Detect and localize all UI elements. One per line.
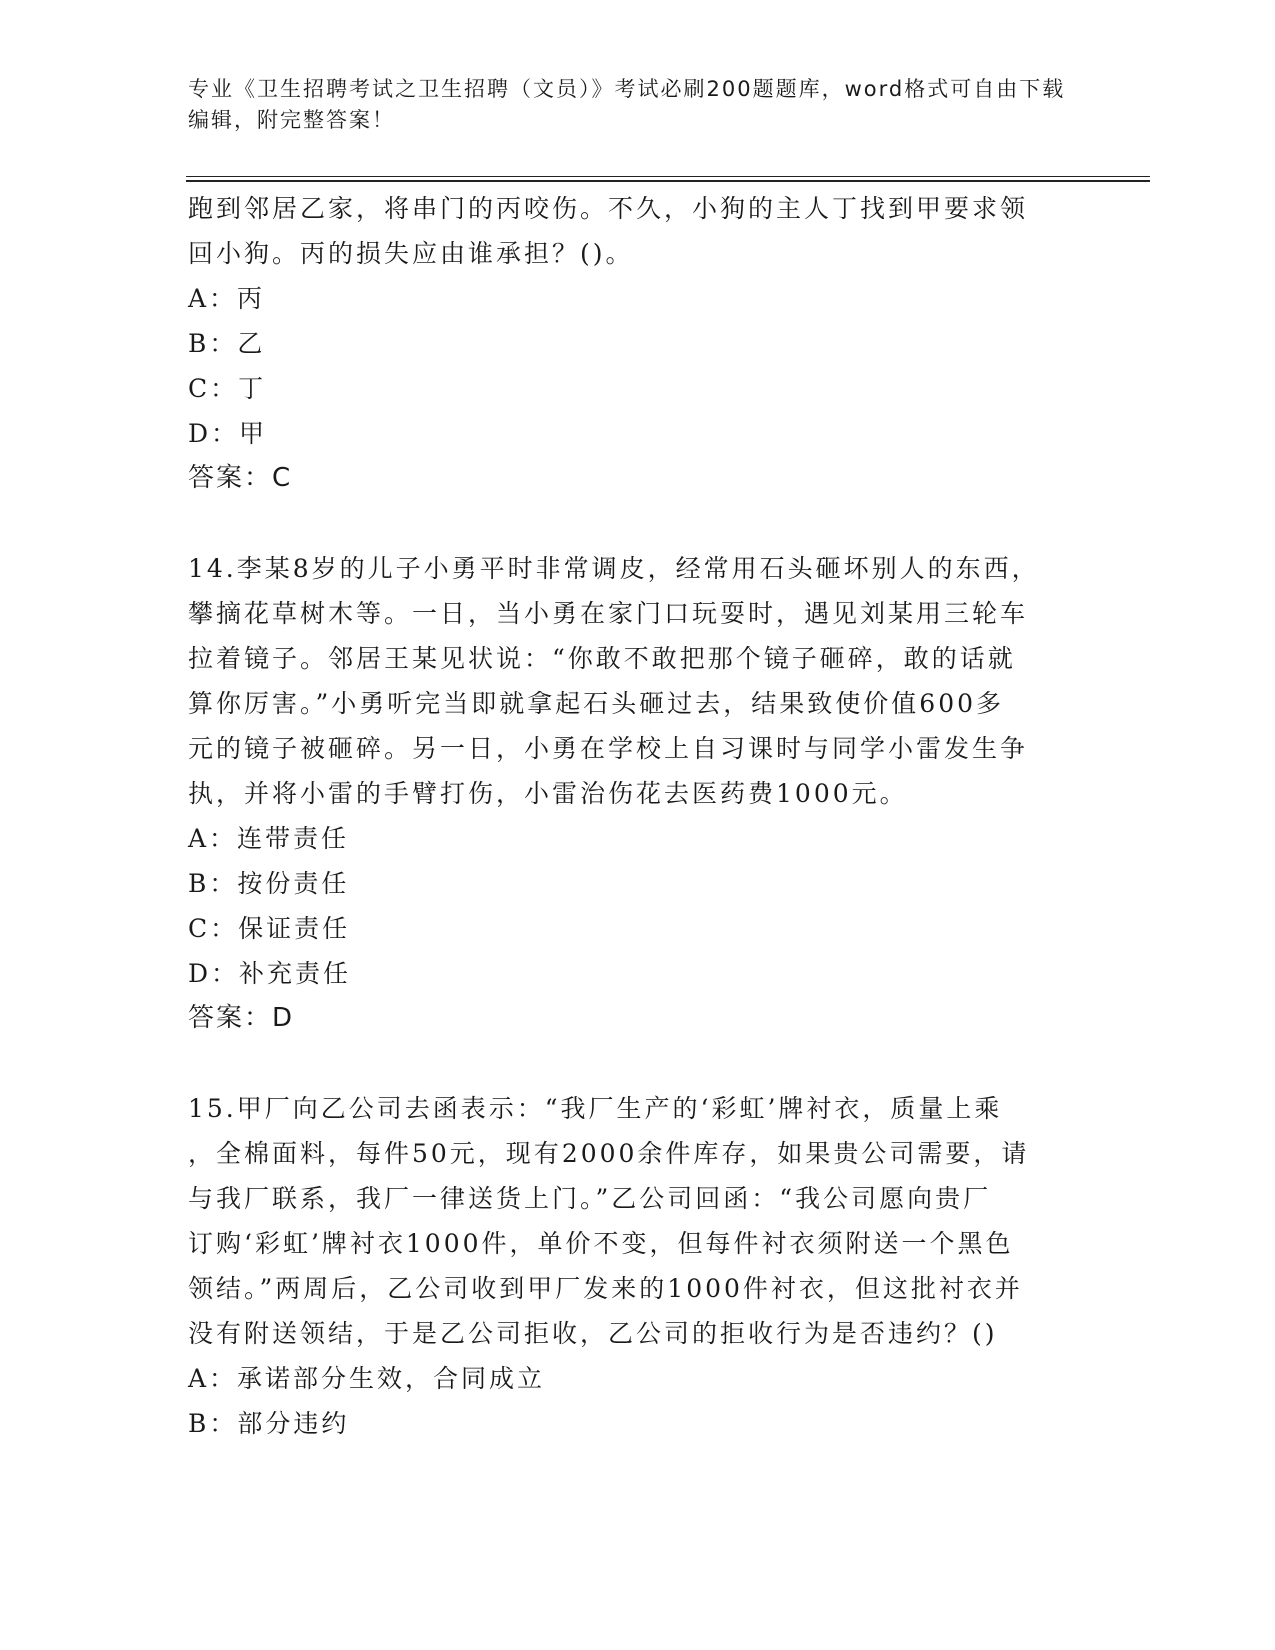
option-d: D：补充责任 (188, 959, 352, 988)
option-b: B：部分违约 (188, 1409, 350, 1438)
header-title: 专业《卫生招聘考试之卫生招聘（文员）》考试必刷200题题库，word格式可自由下载编辑，附完整答案！ (188, 77, 1066, 132)
question-text-line: 回小狗。丙的损失应由谁承担？()。 (188, 239, 634, 268)
question-text-line: ，全棉面料，每件50元，现有2000余件库存，如果贵公司需要，请 (188, 1139, 1030, 1168)
option-b: B：按份责任 (188, 869, 350, 898)
option-b: B：乙 (188, 329, 266, 358)
option-d: D：甲 (188, 419, 268, 448)
question-text-line: 15.甲厂向乙公司去函表示：“我厂生产的‘彩虹’牌衬衣，质量上乘 (188, 1094, 1003, 1123)
question-14 (188, 546, 1088, 1041)
option-c: C：保证责任 (188, 914, 351, 943)
question-text-line: 拉着镜子。邻居王某见状说：“你敢不敢把那个镜子砸碎，敢的话就 (188, 644, 1016, 673)
header-divider-thick (186, 180, 1150, 182)
document-header (188, 74, 1068, 136)
question-15 (188, 1086, 1088, 1446)
question-text-line: 算你厉害。”小勇听完当即就拿起石头砸过去，结果致使价值600多 (188, 689, 1005, 718)
question-text-line: 跑到邻居乙家，将串门的丙咬伤。不久，小狗的主人丁找到甲要求领 (188, 194, 1029, 223)
header-divider-thin (186, 176, 1150, 177)
question-text-line: 元的镜子被砸碎。另一日，小勇在学校上自习课时与同学小雷发生争 (188, 734, 1029, 763)
document-body (188, 186, 1088, 1446)
option-a: A：丙 (188, 284, 266, 313)
question-13 (188, 186, 1088, 501)
question-text-line: 与我厂联系，我厂一律送货上门。”乙公司回函：“我公司愿向贵厂 (188, 1184, 992, 1213)
question-text-line: 攀摘花草树木等。一日，当小勇在家门口玩耍时，遇见刘某用三轮车 (188, 599, 1029, 628)
option-a: A：连带责任 (188, 824, 350, 853)
option-c: C：丁 (188, 374, 267, 403)
question-text-line: 领结。”两周后，乙公司收到甲厂发来的1000件衬衣，但这批衬衣并 (188, 1274, 1023, 1303)
option-a: A：承诺部分生效，合同成立 (188, 1364, 546, 1393)
answer: 答案：D (188, 1003, 295, 1033)
question-text-line: 订购‘彩虹’牌衬衣1000件，单价不变，但每件衬衣须附送一个黑色 (188, 1229, 1014, 1258)
question-text-line: 执，并将小雷的手臂打伤，小雷治伤花去医药费1000元。 (188, 779, 908, 808)
question-text-line: 14.李某8岁的儿子小勇平时非常调皮，经常用石头砸坏别人的东西， (188, 554, 1040, 583)
question-text-line: 没有附送领结，于是乙公司拒收，乙公司的拒收行为是否违约？() (188, 1319, 998, 1348)
answer: 答案：C (188, 463, 293, 493)
